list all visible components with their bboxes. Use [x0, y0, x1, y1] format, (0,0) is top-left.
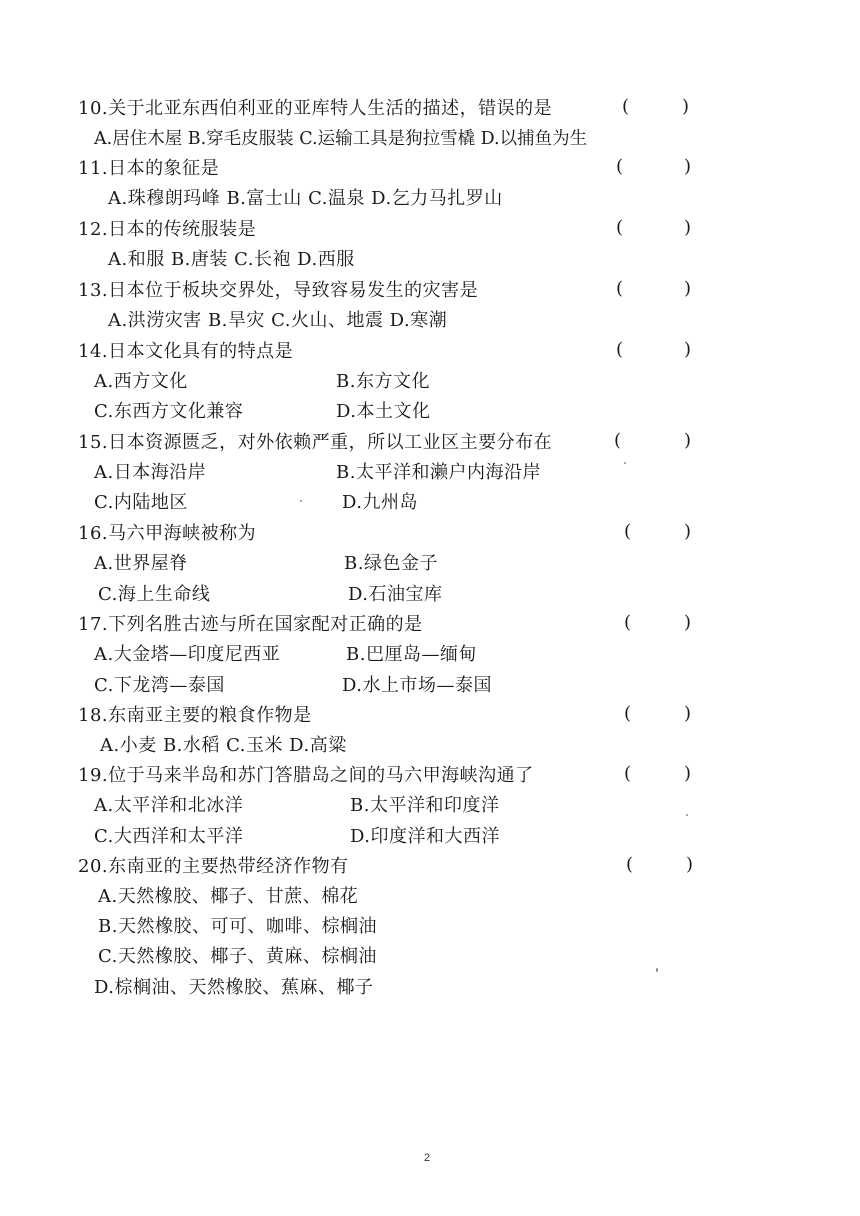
answer-paren-open: ( — [624, 703, 632, 724]
question-14-option-a: A.西方文化 — [94, 371, 188, 392]
question-14-stem: 14.日本文化具有的特点是 — [78, 341, 294, 362]
question-17-option-a: A.大金塔—印度尼西亚 — [94, 644, 281, 665]
question-17-stem: 17.下列名胜古迹与所在国家配对正确的是 — [78, 614, 423, 635]
question-15-option-d: D.九州岛 — [342, 492, 419, 513]
question-14-option-d: D.本土文化 — [336, 401, 431, 422]
answer-paren-open: ( — [624, 612, 632, 633]
answer-paren-open: ( — [622, 96, 630, 117]
question-11-options: A.珠穆朗玛峰 B.富士山 C.温泉 D.乞力马扎罗山 — [108, 188, 503, 209]
question-19-option-d: D.印度洋和大西洋 — [350, 826, 501, 847]
answer-paren-close: ) — [684, 339, 692, 360]
answer-paren-close: ) — [684, 217, 692, 238]
question-16-stem: 16.马六甲海峡被称为 — [78, 523, 257, 544]
question-16-option-b: B.绿色金子 — [344, 553, 438, 574]
question-17-option-c: C.下龙湾—泰国 — [94, 675, 225, 696]
answer-paren-open: ( — [616, 339, 624, 360]
question-10-stem: 10.关于北亚东西伯利亚的亚库特人生活的描述，错误的是 — [78, 98, 553, 119]
scan-speck — [624, 462, 626, 464]
question-13-stem: 13.日本位于板块交界处，导致容易发生的灾害是 — [78, 280, 479, 301]
answer-paren-open: ( — [624, 521, 632, 542]
question-19-stem: 19.位于马来半岛和苏门答腊岛之间的马六甲海峡沟通了 — [78, 765, 534, 786]
answer-paren-close: ) — [684, 156, 692, 177]
answer-paren-open: ( — [614, 430, 622, 451]
question-15-option-b: B.太平洋和濑户内海沿岸 — [336, 462, 541, 483]
question-15-option-a: A.日本海沿岸 — [94, 462, 207, 483]
scan-speck — [300, 500, 302, 502]
question-16-option-c: C.海上生命线 — [98, 584, 211, 605]
question-20-option-d: D.棕榈油、天然橡胶、蕉麻、椰子 — [94, 977, 374, 998]
question-20-option-b: B.天然橡胶、可可、咖啡、棕榈油 — [98, 916, 377, 937]
scan-speck — [686, 814, 688, 816]
question-19-option-c: C.大西洋和太平洋 — [94, 826, 244, 847]
question-19-option-a: A.太平洋和北冰洋 — [94, 795, 244, 816]
question-18-options: A.小麦 B.水稻 C.玉米 D.高粱 — [100, 735, 347, 756]
question-17-option-b: B.巴厘岛—缅甸 — [346, 644, 477, 665]
answer-paren-open: ( — [616, 217, 624, 238]
question-10-options: A.居住木屋 B.穿毛皮服装 C.运输工具是狗拉雪橇 D.以捕鱼为生 — [94, 129, 588, 149]
question-12-stem: 12.日本的传统服装是 — [78, 219, 257, 240]
scan-speck — [656, 968, 658, 972]
page-number: 2 — [424, 1152, 431, 1164]
answer-paren-close: ) — [684, 521, 692, 542]
answer-paren-close: ) — [684, 763, 692, 784]
answer-paren-close: ) — [684, 612, 692, 633]
question-15-option-c: C.内陆地区 — [94, 492, 188, 513]
question-20-stem: 20.东南亚的主要热带经济作物有 — [78, 856, 349, 877]
answer-paren-open: ( — [626, 854, 634, 875]
answer-paren-open: ( — [616, 278, 624, 299]
question-18-stem: 18.东南亚主要的粮食作物是 — [78, 705, 312, 726]
question-14-option-c: C.东西方文化兼容 — [94, 401, 244, 422]
answer-paren-close: ) — [686, 854, 694, 875]
question-13-options: A.洪涝灾害 B.旱灾 C.火山、地震 D.寒潮 — [108, 310, 448, 331]
question-11-stem: 11.日本的象征是 — [78, 158, 220, 179]
answer-paren-close: ) — [684, 430, 692, 451]
question-14-option-b: B.东方文化 — [336, 371, 430, 392]
answer-paren-close: ) — [684, 703, 692, 724]
question-20-option-c: C.天然橡胶、椰子、黄麻、棕榈油 — [98, 946, 377, 967]
question-16-option-a: A.世界屋脊 — [94, 553, 188, 574]
question-16-option-d: D.石油宝库 — [348, 584, 443, 605]
question-20-option-a: A.天然橡胶、椰子、甘蔗、棉花 — [98, 886, 359, 907]
answer-paren-open: ( — [616, 156, 624, 177]
question-15-stem: 15.日本资源匮乏，对外依赖严重，所以工业区主要分布在 — [78, 432, 553, 453]
question-12-options: A.和服 B.唐装 C.长袍 D.西服 — [108, 249, 355, 270]
question-19-option-b: B.太平洋和印度洋 — [350, 795, 500, 816]
answer-paren-open: ( — [624, 763, 632, 784]
question-17-option-d: D.水上市场—泰国 — [342, 675, 493, 696]
answer-paren-close: ) — [684, 278, 692, 299]
answer-paren-close: ) — [682, 96, 690, 117]
